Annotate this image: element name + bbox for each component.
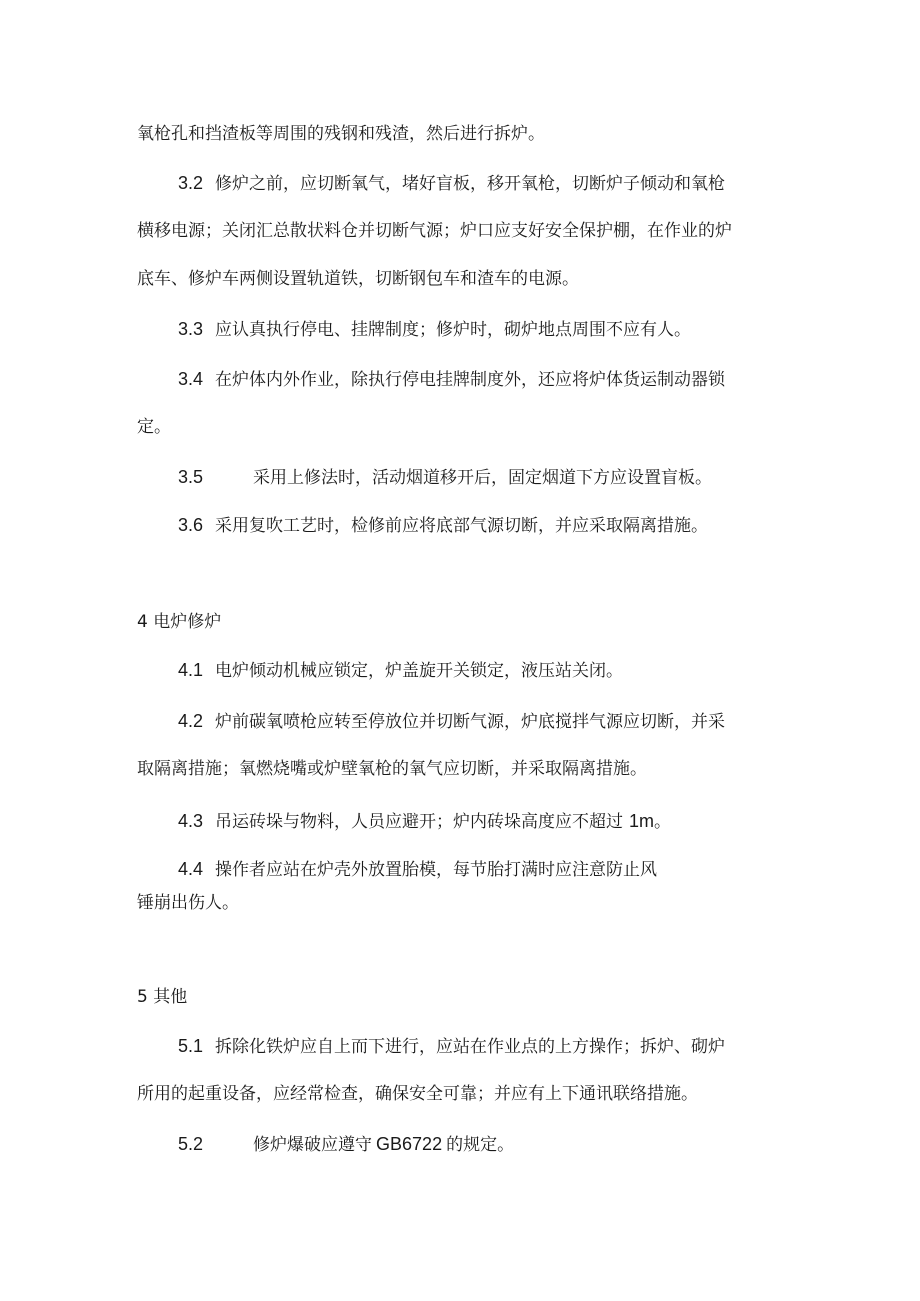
- section-heading-5: [137, 985, 187, 1009]
- clause-text: 所用的起重设备，应经常检查，确保安全可靠；并应有上下通讯联络措施。: [137, 1084, 698, 1104]
- clause-text: 锤崩出伤人。: [137, 893, 239, 913]
- clause-text: 应认真执行停电、挂牌制度；修炉时，砌炉地点周围不应有人。: [215, 320, 692, 340]
- clause-3-4: [178, 367, 725, 392]
- clause-5-2: [178, 1132, 514, 1157]
- clause-3-2-line3: [137, 267, 579, 291]
- clause-text: 取隔离措施；氧燃烧嘴或炉壁氧枪的氧气应切断，并采取隔离措施。: [137, 759, 647, 779]
- clause-text-end: 的规定。: [446, 1135, 515, 1155]
- paragraph-continuation: [137, 122, 545, 146]
- section-title: 5 其他: [137, 987, 188, 1007]
- standard-code: GB6722: [376, 1134, 443, 1154]
- clause-number: 5.2: [178, 1134, 204, 1154]
- continuation-text: 氧枪孔和挡渣板等周围的残钢和残渣，然后进行拆炉。: [137, 124, 545, 144]
- clause-number: 4.1: [178, 660, 204, 680]
- clause-3-3: [178, 317, 691, 342]
- clause-5-1: [178, 1034, 725, 1059]
- clause-text: 拆除化铁炉应自上而下进行，应站在作业点的上方操作；拆炉、砌炉: [215, 1037, 726, 1057]
- clause-4-2-line2: [137, 757, 647, 781]
- clause-text: 采用上修法时，活动烟道移开后，固定烟道下方应设置盲板。: [253, 468, 713, 488]
- clause-5-1-line2: [137, 1082, 698, 1106]
- clause-number: 3.4: [178, 369, 204, 389]
- clause-number: 5.1: [178, 1036, 204, 1056]
- clause-text: 修炉爆破应遵守: [253, 1135, 373, 1155]
- clause-number: 4.2: [178, 711, 204, 731]
- clause-text: 电炉倾动机械应锁定，炉盖旋开关锁定，液压站关闭。: [215, 661, 624, 681]
- clause-number: 3.2: [178, 173, 204, 193]
- clause-4-4: [178, 857, 657, 882]
- clause-text: 定。: [137, 417, 171, 437]
- clause-4-3: [178, 809, 671, 834]
- clause-number: 4.4: [178, 859, 204, 879]
- section-title: 4 电炉修炉: [137, 612, 222, 632]
- clause-number: 3.3: [178, 319, 204, 339]
- clause-text: 采用复吹工艺时，检修前应将底部气源切断，并应采取隔离措施。: [215, 516, 709, 536]
- clause-text-end: 。: [654, 812, 672, 832]
- section-heading-4: [137, 610, 221, 634]
- clause-text: 在炉体内外作业，除执行停电挂牌制度外，还应将炉体货运制动器锁: [215, 370, 726, 390]
- clause-text: 炉前碳氧喷枪应转至停放位并切断气源，炉底搅拌气源应切断，并采: [215, 712, 726, 732]
- clause-text: 底车、修炉车两侧设置轨道铁，切断钢包车和渣车的电源。: [137, 269, 579, 289]
- clause-text: 操作者应站在炉壳外放置胎模，每节胎打满时应注意防止风: [215, 860, 658, 880]
- clause-text: 横移电源；关闭汇总散状料仓并切断气源；炉口应支好安全保护棚，在作业的炉: [137, 221, 732, 241]
- clause-number: 3.6: [178, 515, 204, 535]
- clause-text: 吊运砖垛与物料，人员应避开；炉内砖垛高度应不超过: [215, 812, 624, 832]
- clause-3-2: [178, 171, 725, 196]
- clause-number: 3.5: [178, 467, 204, 487]
- clause-3-4-line2: [137, 415, 171, 439]
- height-limit-value: 1m: [629, 811, 655, 831]
- clause-3-2-line2: [137, 219, 732, 243]
- clause-text: 修炉之前，应切断氧气，堵好盲板，移开氧枪，切断炉子倾动和氧枪: [215, 174, 726, 194]
- clause-3-6: [178, 513, 708, 538]
- clause-3-5: [178, 465, 712, 490]
- clause-number: 4.3: [178, 811, 204, 831]
- clause-4-1: [178, 658, 623, 683]
- clause-4-2: [178, 709, 725, 734]
- clause-4-4-line2: [137, 891, 239, 915]
